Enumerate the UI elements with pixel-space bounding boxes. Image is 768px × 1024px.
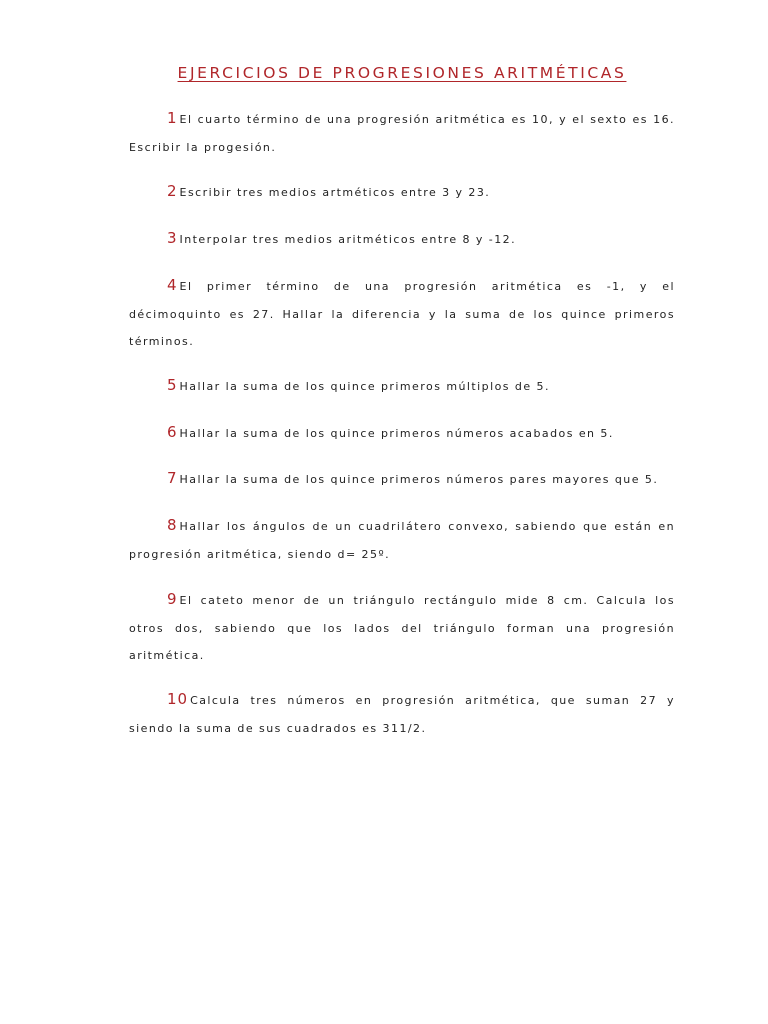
exercise-text: El cuarto término de una progresión aritmética es 10, y el sexto es 16. Escribir la progesión.: [129, 113, 675, 154]
exercise-item-6: [129, 419, 675, 448]
exercise-item-5: [129, 372, 675, 401]
exercise-item-8: [129, 512, 675, 568]
exercise-number: 8: [167, 516, 178, 534]
exercise-item-1: [129, 105, 675, 161]
exercise-text: Interpolar tres medios aritméticos entre 8 y -12.: [179, 233, 517, 246]
exercise-number: 2: [167, 182, 178, 200]
exercise-number: 1: [167, 109, 178, 127]
exercise-text: Hallar los ángulos de un cuadrilátero convexo, sabiendo que están en progresión aritmética, siendo d= 25º.: [129, 520, 675, 561]
exercise-number: 6: [167, 423, 178, 441]
exercise-number: 3: [167, 229, 178, 247]
exercise-text: Hallar la suma de los quince primeros múltiplos de 5.: [179, 380, 550, 393]
exercise-text: El primer término de una progresión aritmética es -1, y el décimoquinto es 27. Hallar la diferencia y la suma de los quince primeros términos.: [129, 280, 675, 348]
exercise-item-3: [129, 225, 675, 254]
exercise-number: 9: [167, 590, 178, 608]
exercise-item-10: [129, 686, 675, 742]
exercise-text: Hallar la suma de los quince primeros números pares mayores que 5.: [179, 473, 659, 486]
exercise-number: 7: [167, 469, 178, 487]
exercise-text: El cateto menor de un triángulo rectángulo mide 8 cm. Calcula los otros dos, sabiendo que los lados del triángulo forman una progresión aritmética.: [129, 594, 675, 662]
exercise-item-4: [129, 272, 675, 356]
exercise-text: Escribir tres medios artméticos entre 3 y 23.: [179, 186, 491, 199]
exercise-item-9: [129, 586, 675, 670]
page-title: EJERCICIOS DE PROGRESIONES ARITMÉTICAS: [177, 64, 627, 82]
exercise-text: Hallar la suma de los quince primeros números acabados en 5.: [179, 427, 614, 440]
exercise-item-7: [129, 465, 675, 494]
exercise-number: 5: [167, 376, 178, 394]
exercise-number: 10: [167, 690, 189, 708]
exercise-number: 4: [167, 276, 178, 294]
exercise-text: Calcula tres números en progresión aritmética, que suman 27 y siendo la suma de sus cuadrados es 311/2.: [129, 694, 675, 735]
exercise-item-2: [129, 178, 675, 207]
